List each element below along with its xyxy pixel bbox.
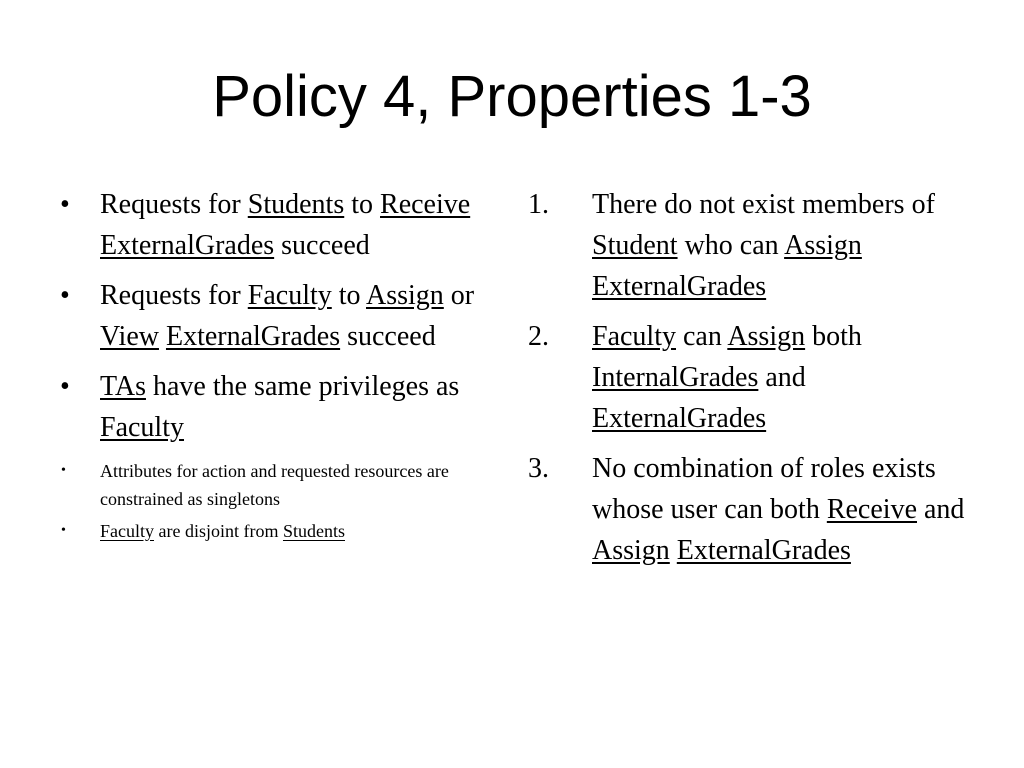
term-assign: Assign	[592, 535, 670, 566]
text-segment: Requests for	[100, 280, 248, 311]
text-segment: can	[676, 321, 728, 352]
bullet-item	[58, 366, 478, 448]
term-assign: Assign	[784, 230, 862, 261]
term-externalgrades: ExternalGrades	[100, 230, 275, 261]
term-receive: Receive	[380, 189, 471, 220]
term-faculty: Faculty	[100, 412, 184, 443]
bullet-item	[58, 184, 478, 266]
term-student: Student	[592, 230, 678, 261]
term-externalgrades: ExternalGrades	[165, 321, 341, 352]
term-externalgrades: ExternalGrades	[592, 403, 767, 434]
text-segment: Attributes for action and requested resources are constrained as singletons	[100, 461, 449, 509]
item-text	[592, 316, 968, 439]
item-text	[100, 457, 478, 513]
item-text	[100, 275, 478, 357]
text-segment: who can	[677, 230, 785, 261]
bullet-item	[58, 275, 478, 357]
text-segment: both	[805, 321, 862, 352]
item-text	[100, 517, 478, 545]
term-assign: Assign	[727, 321, 806, 352]
text-segment: and	[758, 362, 806, 393]
text-segment: There do not exist members of	[592, 189, 935, 220]
property-item	[528, 448, 968, 571]
text-segment: or	[443, 280, 475, 311]
text-segment: No combination of roles exists whose user can both	[592, 453, 936, 525]
item-number: 1.	[528, 189, 549, 220]
item-text	[592, 184, 968, 307]
term-faculty: Faculty	[100, 521, 154, 541]
text-segment	[159, 321, 166, 352]
item-number: 2.	[528, 321, 549, 352]
bullet-marker: •	[60, 189, 70, 220]
term-view: View	[100, 321, 159, 352]
item-number: 3.	[528, 453, 549, 484]
property-item	[528, 316, 968, 439]
term-externalgrades: ExternalGrades	[592, 271, 767, 302]
term-faculty: Faculty	[592, 321, 676, 352]
slide-title: Policy 4, Properties 1-3	[212, 64, 812, 129]
bullet-marker: •	[61, 523, 66, 538]
text-segment: and	[917, 494, 965, 525]
term-students: Students	[282, 521, 345, 541]
term-faculty: Faculty	[247, 280, 332, 311]
term-externalgrades: ExternalGrades	[676, 535, 851, 566]
bullet-marker: •	[60, 371, 70, 402]
property-item	[528, 184, 968, 307]
text-segment: Requests for	[100, 189, 248, 220]
term-assign: Assign	[366, 280, 444, 311]
text-segment: have the same privileges as	[145, 371, 460, 402]
term-students: Students	[247, 189, 345, 220]
bullet-item	[58, 517, 478, 545]
item-text	[592, 448, 968, 571]
term-internalgrades: InternalGrades	[592, 362, 759, 393]
bullet-item	[58, 457, 478, 513]
bullet-list	[58, 184, 478, 549]
bullet-marker: •	[61, 463, 66, 478]
text-segment: to	[344, 189, 381, 220]
item-text	[100, 184, 478, 266]
bullet-marker: •	[60, 280, 70, 311]
text-segment: are disjoint from	[154, 521, 283, 541]
numbered-property-list	[528, 184, 968, 580]
text-segment: succeed	[274, 230, 370, 261]
item-text	[100, 366, 478, 448]
text-segment: to	[331, 280, 366, 311]
term-receive: Receive	[826, 494, 917, 525]
text-segment: succeed	[340, 321, 436, 352]
text-segment	[670, 535, 677, 566]
term-tas: TAs	[100, 371, 146, 402]
